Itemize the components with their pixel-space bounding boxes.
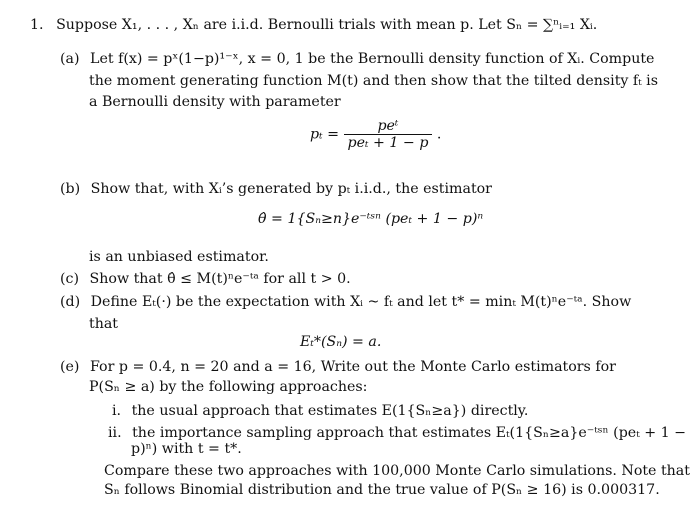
- part-e-line1: [60, 358, 616, 376]
- closing-line1: Compare these two approaches with 100,000 Monte Carlo simulations. Note that: [104, 463, 690, 479]
- item-i-text: the usual approach that estimates E(1{Sₙ≥a}) directly.: [131, 403, 529, 419]
- problem-number: 1.: [30, 17, 44, 33]
- formula-period: .: [436, 126, 442, 143]
- formula-denominator: peₜ + 1 − p: [344, 134, 433, 151]
- part-a-line3: a Bernoulli density with parameter: [89, 94, 341, 110]
- part-b-formula: θ̂ = 1{Sₙ≥n}e⁻ᵗˢⁿ (peₜ + 1 − p)ⁿ: [258, 211, 484, 227]
- part-a-formula: [310, 118, 441, 151]
- item-ii-label: ii.: [108, 425, 122, 441]
- part-b-line1: [60, 180, 492, 198]
- part-b-label: (b): [60, 181, 81, 197]
- part-e-item-i: [112, 402, 528, 420]
- part-b-line2: is an unbiased estimator.: [89, 249, 269, 265]
- part-c-text: Show that θ̂ ≤ M(t)ⁿe⁻ᵗᵃ for all t > 0.: [89, 271, 351, 287]
- part-a-text1: Let f(x) = pˣ(1−p)¹⁻ˣ, x = 0, 1 be the Bernoulli density function of Xᵢ. Compute: [90, 51, 655, 67]
- formula-numerator: peᵗ: [377, 118, 399, 134]
- part-d-formula: Eₜ*(Sₙ) = a.: [300, 334, 382, 350]
- part-d-text1: Define Eₜ(·) be the expectation with Xᵢ ~ fₜ and let t* = minₜ M(t)ⁿe⁻ᵗᵃ. Show: [90, 294, 632, 310]
- problem-intro: [30, 16, 597, 34]
- part-c-line: [60, 270, 351, 288]
- part-e-line2: P(Sₙ ≥ a) by the following approaches:: [89, 379, 368, 395]
- part-e-label: (e): [60, 359, 80, 375]
- part-d-label: (d): [60, 294, 81, 310]
- part-d-line1: [60, 293, 631, 311]
- item-ii-text1: the importance sampling approach that estimates Eₜ(1{Sₙ≥a}e⁻ᵗˢⁿ (peₜ + 1 −: [132, 425, 687, 441]
- problem-intro-text: Suppose X₁, . . . , Xₙ are i.i.d. Bernoulli trials with mean p. Let Sₙ = ∑ⁿᵢ₌₁ Xᵢ.: [56, 17, 598, 33]
- item-i-label: i.: [112, 403, 122, 419]
- formula-lhs: pₜ =: [310, 126, 339, 143]
- part-e-item-ii-line2: p)ⁿ) with t = t*.: [131, 441, 242, 457]
- part-a-line1: [60, 50, 654, 68]
- part-a-line2: the moment generating function M(t) and then show that the tilted density fₜ is: [89, 73, 659, 89]
- closing-line2: Sₙ follows Binomial distribution and the true value of P(Sₙ ≥ 16) is 0.000317.: [104, 482, 660, 498]
- part-d-line2: that: [89, 316, 118, 332]
- part-a-label: (a): [60, 51, 80, 67]
- formula-fraction: [344, 118, 433, 151]
- part-c-label: (c): [60, 271, 80, 287]
- part-b-text1: Show that, with Xᵢ’s generated by pₜ i.i.d., the estimator: [90, 181, 492, 197]
- part-e-text1: For p = 0.4, n = 20 and a = 16, Write out the Monte Carlo estimators for: [89, 359, 616, 375]
